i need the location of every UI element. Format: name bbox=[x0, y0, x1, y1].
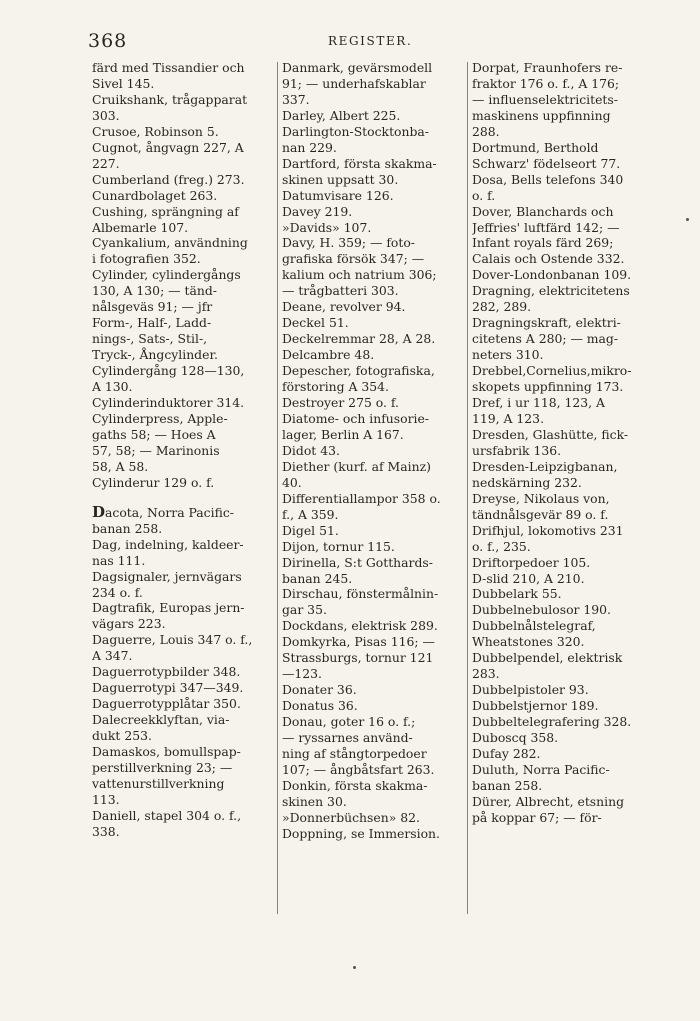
index-entry-line: Schwarz' födelseort 77. bbox=[472, 155, 621, 171]
index-entry-line: Duboscq 358. bbox=[472, 730, 559, 746]
index-entry bbox=[280, 586, 466, 618]
index-entry-line: Daguerre, Louis 347 o. f., bbox=[92, 632, 253, 648]
index-entry-line: Dirinella, S:t Gotthards- bbox=[282, 554, 433, 570]
index-entry-line: Dagtrafik, Europas jern- bbox=[92, 600, 245, 616]
index-entry-line: nan 229. bbox=[282, 139, 337, 155]
index-column-right bbox=[470, 60, 660, 915]
index-entry bbox=[280, 491, 466, 523]
index-entry bbox=[470, 283, 660, 315]
index-entry bbox=[90, 140, 276, 172]
index-entry-line: 119, A 123. bbox=[472, 410, 545, 426]
index-entry-line: Cylinderpress, Apple- bbox=[92, 410, 228, 426]
index-entry-line: 227. bbox=[92, 155, 120, 171]
index-entry bbox=[470, 762, 660, 794]
index-entry-line: Wheatstones 320. bbox=[472, 634, 585, 650]
index-column-middle bbox=[280, 60, 466, 915]
index-entry-line: Albemarle 107. bbox=[92, 219, 189, 235]
index-entry-line: —123. bbox=[282, 666, 322, 682]
index-entry bbox=[470, 60, 660, 140]
index-entry bbox=[280, 539, 466, 555]
index-entry-line: Dresden, Glashütte, fick- bbox=[472, 426, 629, 442]
index-entry-line: Dubbelnålstelegraf, bbox=[472, 618, 596, 634]
index-entry bbox=[90, 172, 276, 188]
index-entry-line: 91; — underhafskablar bbox=[282, 75, 426, 91]
index-entry bbox=[470, 459, 660, 491]
index-entry-line: — trågbatteri 303. bbox=[282, 283, 399, 299]
index-entry bbox=[470, 586, 660, 602]
index-entry bbox=[90, 600, 276, 632]
index-entry bbox=[280, 235, 466, 299]
index-entry-line: Differentiallampor 358 o. bbox=[282, 490, 441, 506]
index-entry-line: Digel 51. bbox=[282, 522, 339, 538]
index-entry-line: Dirschau, fönstermålnin- bbox=[282, 586, 439, 602]
index-entry-line: Darlington-Stocktonba- bbox=[282, 123, 429, 139]
index-column-left bbox=[90, 60, 276, 915]
index-entry-line: Deckelremmar 28, A 28. bbox=[282, 331, 436, 347]
paper-speck bbox=[353, 966, 356, 969]
index-entry-line: Dubbeltelegrafering 328. bbox=[472, 714, 632, 730]
index-entry-line: dukt 253. bbox=[92, 728, 152, 744]
index-entry-line: — influenselektricitets- bbox=[472, 91, 618, 107]
index-entry-line: fraktor 176 o. f., A 176; bbox=[472, 75, 620, 91]
index-entry bbox=[280, 634, 466, 682]
index-entry-line: förstoring A 354. bbox=[282, 379, 389, 395]
index-entry-line: Dartford, första skakma- bbox=[282, 155, 437, 171]
index-entry-line: på koppar 67; — för- bbox=[472, 809, 602, 825]
index-entry-line: Cushing, sprängning af bbox=[92, 203, 239, 219]
index-entry-line: Doppning, se Immersion. bbox=[282, 825, 440, 841]
index-entry-line: Cylinderinduktorer 314. bbox=[92, 395, 245, 411]
index-entry-line: nedskärning 232. bbox=[472, 474, 582, 490]
index-entry bbox=[280, 124, 466, 156]
index-entry-line: banan 258. bbox=[472, 777, 543, 793]
index-entry bbox=[90, 235, 276, 267]
index-entry-line: Dag, indelning, kaldeer- bbox=[92, 536, 244, 552]
index-entry-line: gar 35. bbox=[282, 602, 327, 618]
index-entry bbox=[280, 714, 466, 778]
index-entry bbox=[90, 92, 276, 124]
index-entry bbox=[280, 443, 466, 459]
index-entry-line: »Davids» 107. bbox=[282, 219, 372, 235]
index-entry-line: Dubbelark 55. bbox=[472, 586, 562, 602]
index-entry bbox=[470, 204, 660, 268]
page-header bbox=[0, 30, 700, 54]
index-entry bbox=[90, 204, 276, 236]
index-entry-line: Daguerrotypplåtar 350. bbox=[92, 696, 241, 712]
index-entry-line: Davey 219. bbox=[282, 203, 353, 219]
index-entry bbox=[90, 696, 276, 712]
index-entry-line: Dortmund, Berthold bbox=[472, 139, 599, 155]
index-entry-line: Dagsignaler, jernvägars bbox=[92, 568, 242, 584]
index-entry-line: Dreyse, Nikolaus von, bbox=[472, 490, 610, 506]
index-entry bbox=[280, 682, 466, 698]
index-entry-line: Infant royals färd 269; bbox=[472, 235, 614, 251]
index-entry bbox=[280, 204, 466, 220]
index-entry bbox=[470, 794, 660, 826]
index-entry-line: Cyankalium, användning bbox=[92, 235, 248, 251]
index-entry-line: skopets uppfinning 173. bbox=[472, 379, 624, 395]
index-entry-line: skinen 30. bbox=[282, 793, 347, 809]
index-entry-line: nings-, Sats-, Stil-, bbox=[92, 331, 208, 347]
section-initial: D bbox=[92, 504, 106, 521]
index-entry-line: Domkyrka, Pisas 116; — bbox=[282, 634, 435, 650]
index-entry-line: 234 o. f. bbox=[92, 584, 143, 600]
index-entry bbox=[280, 411, 466, 443]
index-entry bbox=[280, 315, 466, 331]
index-entry-line: Dover-Londonbanan 109. bbox=[472, 267, 632, 283]
index-entry bbox=[280, 156, 466, 188]
index-entry bbox=[90, 744, 276, 808]
index-entry-line: — ryssarnes använd- bbox=[282, 730, 413, 746]
index-entry-line: 57, 58; — Marinonis bbox=[92, 442, 220, 458]
index-entry-line: 282, 289. bbox=[472, 299, 532, 315]
index-entry-line: Dubbelstjernor 189. bbox=[472, 698, 599, 714]
index-entry bbox=[90, 267, 276, 363]
index-entry-line: neters 310. bbox=[472, 347, 544, 363]
index-entry-line: Diether (kurf. af Mainz) bbox=[282, 458, 431, 474]
index-entry-line: banan 258. bbox=[92, 520, 163, 536]
index-entry-line: Delcambre 48. bbox=[282, 347, 375, 363]
index-entry-line: Dosa, Bells telefons 340 bbox=[472, 171, 624, 187]
index-entry-line: perstillverkning 23; — bbox=[92, 759, 233, 775]
index-entry bbox=[280, 778, 466, 810]
index-entry-line: Destroyer 275 o. f. bbox=[282, 395, 399, 411]
index-entry-line: i fotografien 352. bbox=[92, 251, 201, 267]
index-entry-line: gaths 58; — Hoes A bbox=[92, 426, 216, 442]
index-entry-line: D-slid 210, A 210. bbox=[472, 570, 585, 586]
index-entry-line: Dufay 282. bbox=[472, 745, 541, 761]
index-entry-line: ning af stångtorpedoer bbox=[282, 745, 427, 761]
index-entry-line: citetens A 280; — mag- bbox=[472, 331, 619, 347]
index-entry bbox=[90, 60, 276, 92]
index-entry bbox=[470, 523, 660, 555]
index-entry bbox=[90, 124, 276, 140]
index-entry-line: Tryck-, Ångcylinder. bbox=[92, 347, 218, 363]
index-entry bbox=[280, 347, 466, 363]
index-entry-line: Deane, revolver 94. bbox=[282, 299, 406, 315]
index-entry-line: 337. bbox=[282, 91, 310, 107]
index-entry bbox=[90, 712, 276, 744]
index-entry-line: lager, Berlin A 167. bbox=[282, 426, 404, 442]
index-entry-line: Cumberland (freg.) 273. bbox=[92, 171, 245, 187]
index-entry-line: Dockdans, elektrisk 289. bbox=[282, 618, 438, 634]
index-entry-line: Donater 36. bbox=[282, 682, 357, 698]
index-entry bbox=[280, 826, 466, 842]
index-entry bbox=[280, 523, 466, 539]
index-entry-line: Crusoe, Robinson 5. bbox=[92, 123, 219, 139]
index-entry bbox=[470, 363, 660, 395]
index-entry bbox=[90, 363, 276, 395]
index-entry-line: Dalecreekklyftan, via- bbox=[92, 712, 230, 728]
index-entry-line: Drifhjul, lokomotivs 231 bbox=[472, 522, 624, 538]
index-entry bbox=[280, 108, 466, 124]
index-entry bbox=[470, 315, 660, 363]
index-entry bbox=[90, 537, 276, 569]
index-entry-line: 58, A 58. bbox=[92, 458, 149, 474]
index-entry bbox=[470, 618, 660, 650]
index-entry-line: Cugnot, ångvagn 227, A bbox=[92, 139, 244, 155]
index-entry bbox=[90, 569, 276, 601]
index-entry-line: Driftorpedoer 105. bbox=[472, 554, 591, 570]
index-entry bbox=[90, 664, 276, 680]
index-entry-line: Donatus 36. bbox=[282, 698, 358, 714]
index-entry-line: Dürer, Albrecht, etsning bbox=[472, 793, 625, 809]
index-entry-line: nålsgeväs 91; — jfr bbox=[92, 299, 213, 315]
index-entry-line: vattenurstillverkning bbox=[92, 775, 225, 791]
index-entry-line: Form-, Half-, Ladd- bbox=[92, 315, 212, 331]
index-entry bbox=[280, 188, 466, 204]
index-entry-line: Daguerrotypbilder 348. bbox=[92, 664, 241, 680]
index-entry bbox=[280, 363, 466, 395]
index-entry bbox=[90, 680, 276, 696]
index-entry bbox=[280, 459, 466, 491]
index-entry bbox=[470, 746, 660, 762]
index-entry-line: 338. bbox=[92, 823, 120, 839]
index-entry bbox=[90, 411, 276, 475]
index-entry-line: o. f. bbox=[472, 187, 496, 203]
index-entry bbox=[280, 331, 466, 347]
index-entry bbox=[470, 730, 660, 746]
index-entry-line: Depescher, fotografiska, bbox=[282, 363, 435, 379]
index-entry-line: 40. bbox=[282, 474, 302, 490]
index-entry-line: Darley, Albert 225. bbox=[282, 107, 401, 123]
running-head: REGISTER. bbox=[328, 34, 413, 48]
index-entry-line: Dref, i ur 118, 123, A bbox=[472, 395, 605, 411]
index-entry-line: Calais och Ostende 332. bbox=[472, 251, 625, 267]
index-entry bbox=[90, 395, 276, 411]
index-entry-line: skinen uppsatt 30. bbox=[282, 171, 399, 187]
index-entry bbox=[470, 650, 660, 682]
index-entry-line: 288. bbox=[472, 123, 500, 139]
column-divider bbox=[277, 62, 278, 914]
index-entry-line: Donau, goter 16 o. f.; bbox=[282, 714, 416, 730]
index-entry-line: »Donnerbüchsen» 82. bbox=[282, 809, 420, 825]
index-entry bbox=[470, 140, 660, 172]
index-entry-line: 130, A 130; — tänd- bbox=[92, 283, 217, 299]
index-entry bbox=[470, 602, 660, 618]
index-entry-line: Strassburgs, tornur 121 bbox=[282, 650, 434, 666]
index-entry bbox=[470, 555, 660, 571]
index-entry-line: Dorpat, Fraunhofers re- bbox=[472, 60, 623, 75]
paper-speck bbox=[686, 218, 689, 221]
index-entry-line: Didot 43. bbox=[282, 442, 340, 458]
index-entry-line: nas 111. bbox=[92, 552, 146, 568]
index-entry-line: A 130. bbox=[92, 379, 133, 395]
index-entry-line: kalium och natrium 306; bbox=[282, 267, 437, 283]
index-entry-line: Donkin, första skakma- bbox=[282, 777, 428, 793]
index-entry-line: ursfabrik 136. bbox=[472, 442, 562, 458]
index-entry-line: Dacota, Norra Pacific- bbox=[92, 504, 234, 521]
page-number: 368 bbox=[88, 30, 128, 52]
index-entry bbox=[280, 555, 466, 587]
index-entry-line: Dover, Blanchards och bbox=[472, 203, 614, 219]
index-entry bbox=[470, 267, 660, 283]
index-entry-line: Daguerrotypi 347—349. bbox=[92, 680, 244, 696]
index-entry-line: Cylinder, cylindergångs bbox=[92, 267, 241, 283]
index-entry-line: Diatome- och infusorie- bbox=[282, 410, 429, 426]
index-entry bbox=[470, 698, 660, 714]
index-entry-line: 107; — ångbåtsfart 263. bbox=[282, 761, 435, 777]
index-entry-line: Dresden-Leipzigbanan, bbox=[472, 458, 618, 474]
index-entry-line: Cunardbolaget 263. bbox=[92, 187, 218, 203]
index-entry bbox=[470, 395, 660, 427]
index-entry bbox=[280, 220, 466, 236]
index-entry-line: Damaskos, bomullspap- bbox=[92, 744, 241, 760]
index-entry bbox=[470, 714, 660, 730]
index-entry-line: Drebbel,Cornelius,mikro- bbox=[472, 363, 632, 379]
index-entry-line: Sivel 145. bbox=[92, 75, 155, 91]
index-columns bbox=[90, 60, 660, 920]
index-entry bbox=[280, 618, 466, 634]
index-entry bbox=[90, 808, 276, 840]
index-entry-line: Dragning, elektricitetens bbox=[472, 283, 630, 299]
index-entry bbox=[90, 475, 276, 491]
index-entry-line: Dragningskraft, elektri- bbox=[472, 315, 621, 331]
index-entry-line: 283. bbox=[472, 666, 500, 682]
index-entry-line: grafiska försök 347; — bbox=[282, 251, 425, 267]
index-entry bbox=[90, 505, 276, 537]
index-entry-line: Davy, H. 359; — foto- bbox=[282, 235, 415, 251]
column-divider bbox=[467, 62, 468, 914]
index-entry-line: Datumvisare 126. bbox=[282, 187, 394, 203]
index-entry-line: Deckel 51. bbox=[282, 315, 349, 331]
index-entry-line: Dubbelpendel, elektrisk bbox=[472, 650, 623, 666]
index-entry-line: Cylindergång 128—130, bbox=[92, 363, 245, 379]
index-entry-line: 113. bbox=[92, 791, 120, 807]
index-entry bbox=[90, 188, 276, 204]
index-entry bbox=[280, 810, 466, 826]
index-entry bbox=[470, 491, 660, 523]
index-entry-line: Dijon, tornur 115. bbox=[282, 538, 395, 554]
index-entry bbox=[280, 60, 466, 108]
index-entry-line: Cruikshank, trågapparat bbox=[92, 91, 248, 107]
index-entry-line: banan 245. bbox=[282, 570, 353, 586]
index-entry bbox=[470, 172, 660, 204]
index-entry-line: Dubbelnebulosor 190. bbox=[472, 602, 611, 618]
index-entry-line: färd med Tissandier och bbox=[92, 60, 245, 75]
index-entry-line: tändnålsgevär 89 o. f. bbox=[472, 506, 609, 522]
index-entry-line: A 347. bbox=[92, 648, 133, 664]
index-entry-line: Daniell, stapel 304 o. f., bbox=[92, 807, 242, 823]
index-entry-line: maskinens uppfinning bbox=[472, 107, 611, 123]
index-entry-line: Jeffries' luftfärd 142; — bbox=[472, 219, 620, 235]
index-entry-line: f., A 359. bbox=[282, 506, 339, 522]
index-entry-line: o. f., 235. bbox=[472, 538, 531, 554]
index-entry bbox=[280, 395, 466, 411]
index-entry bbox=[470, 571, 660, 587]
index-entry-line: Dubbelpistoler 93. bbox=[472, 682, 589, 698]
index-entry-line: Duluth, Norra Pacific- bbox=[472, 761, 610, 777]
index-entry bbox=[90, 632, 276, 664]
index-entry bbox=[280, 299, 466, 315]
index-entry-line: vägars 223. bbox=[92, 616, 166, 632]
index-entry-line: Cylinderur 129 o. f. bbox=[92, 474, 215, 490]
section-gap bbox=[90, 491, 276, 505]
index-entry bbox=[470, 427, 660, 459]
index-entry bbox=[280, 698, 466, 714]
index-entry bbox=[470, 682, 660, 698]
index-entry-line: 303. bbox=[92, 107, 120, 123]
index-entry-line: Danmark, gevärsmodell bbox=[282, 60, 433, 75]
